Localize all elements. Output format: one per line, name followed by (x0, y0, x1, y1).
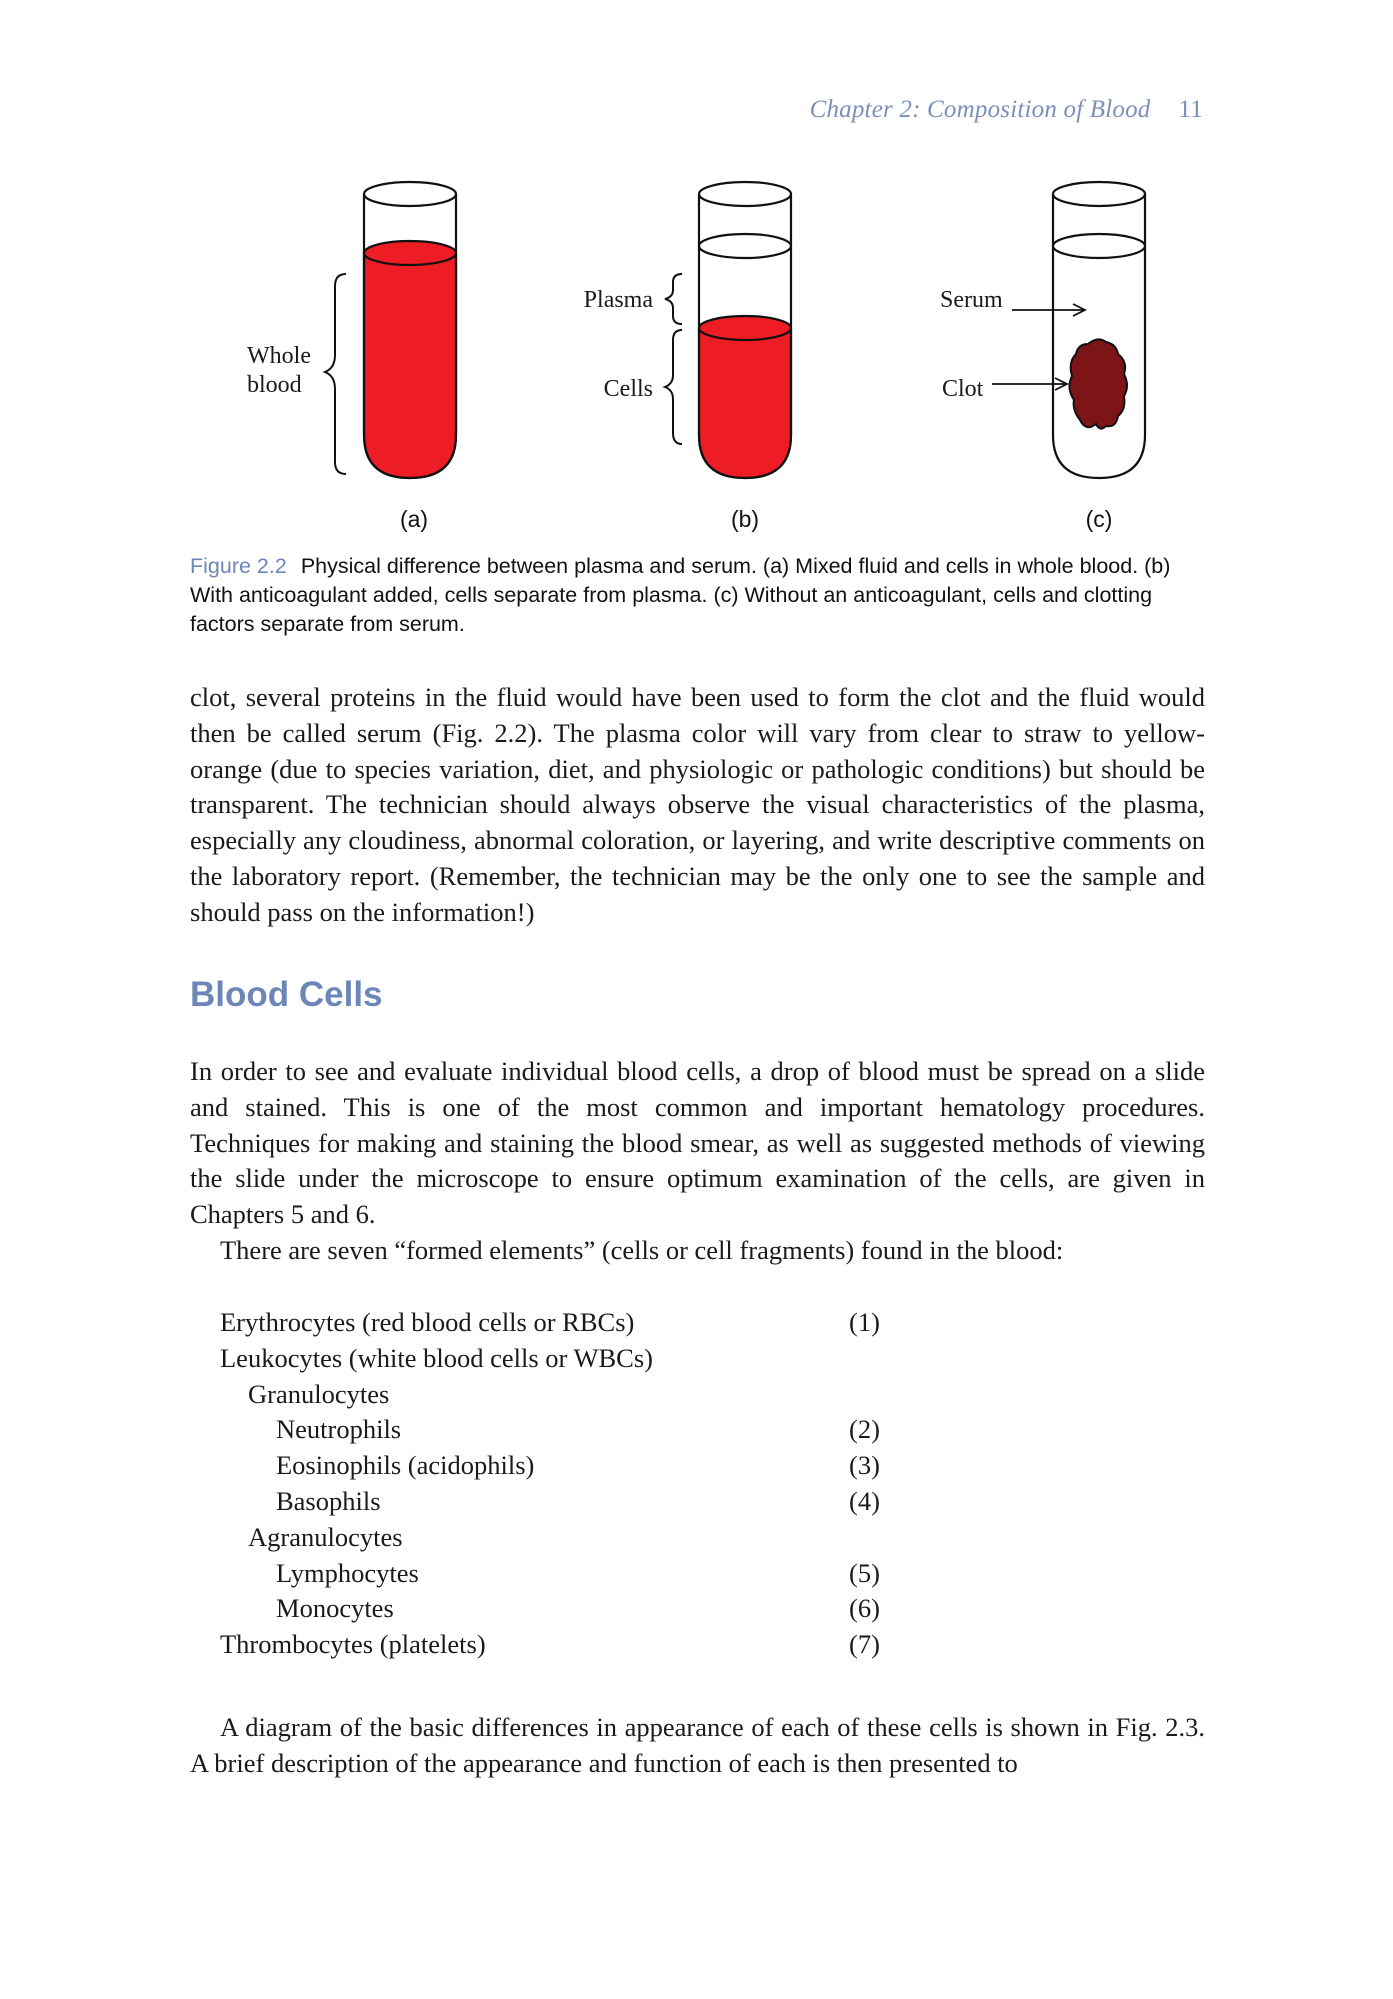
list-item-label: Lymphocytes (276, 1557, 419, 1588)
list-item (220, 1412, 920, 1448)
whole-blood-brace (325, 274, 346, 474)
list-item (220, 1305, 920, 1341)
list-item-label: Granulocytes (248, 1378, 390, 1409)
list-item-label: Leukocytes (white blood cells or WBCs) (220, 1342, 653, 1373)
figure-2-2 (0, 170, 1393, 550)
tube-c (1053, 182, 1145, 478)
list-item-label: Erythrocytes (red blood cells or RBCs) (220, 1307, 635, 1337)
formed-elements-list (220, 1305, 920, 1663)
plasma-brace (665, 274, 682, 324)
caption-text: Physical difference between plasma and serum. (a) Mixed fluid and cells in whole blood. (b) With anticoagulant added, cells separate from plasma. (c) Without an anticoagulant, cells and clotting factors separate from serum. (190, 554, 1171, 636)
label-blood: blood (247, 372, 302, 398)
label-clot: Clot (942, 376, 984, 402)
list-item-number: (7) (849, 1629, 880, 1660)
running-head (810, 96, 1203, 124)
list-item-label: Monocytes (276, 1593, 394, 1624)
list-item-label: Basophils (276, 1485, 381, 1516)
list-item-label: Thrombocytes (platelets) (220, 1629, 486, 1660)
list-item (220, 1377, 920, 1413)
panel-b-label: (b) (730, 506, 760, 532)
chapter-title: Chapter 2: Composition of Blood (809, 96, 1151, 123)
list-item-number: (1) (849, 1307, 880, 1337)
list-item (220, 1556, 920, 1592)
list-item-number: (4) (849, 1485, 880, 1516)
figure-number: Figure 2.2 (190, 554, 287, 578)
tube-a-rim (364, 182, 456, 206)
body-paragraph-3: There are seven “formed elements” (cells or cell fragments) found in the blood: (220, 1235, 1064, 1265)
figure-caption (190, 552, 1205, 639)
body-paragraph-1: clot, several proteins in the fluid would have been used to form the clot and the fluid would then be called serum (Fig. 2.2). The plasma color will vary from clear to straw to yellow-orange (due to species variation, diet, and physiologic or pathologic conditions) but should be transparent. The technician should always observe the visual characteristics of the plasma, especially any cloudiness, abnormal coloration, or layering, and write descriptive comments on the laboratory report. (Remember, the technician may be the only one to see the sample and should pass on the information!) (190, 682, 1205, 927)
tube-diagram (0, 170, 1393, 550)
label-serum: Serum (940, 287, 1003, 313)
tube-b (699, 182, 791, 478)
tube-c-serum-surface (1053, 234, 1145, 258)
tube-a-surface (364, 241, 456, 265)
list-item-label: Eosinophils (acidophils) (276, 1450, 535, 1481)
cells-brace (665, 330, 682, 444)
list-item-number: (5) (849, 1557, 880, 1588)
tube-b-plasma-surface (699, 234, 791, 258)
tube-b-rim (699, 182, 791, 206)
body-paragraph-4: A diagram of the basic differences in appearance of each of these cells is shown in Fig. 2.3. A brief description of the appearance and function of each is then presented to (190, 1712, 1205, 1778)
tube-b-cells (699, 328, 791, 478)
list-item (220, 1591, 920, 1627)
section-heading: Blood Cells (190, 975, 383, 1014)
list-item (220, 1484, 920, 1520)
label-cells: Cells (603, 376, 653, 402)
panel-a-label: (a) (399, 506, 429, 532)
list-item-number: (3) (849, 1450, 880, 1481)
tube-b-cells-surface (699, 316, 791, 340)
list-item (220, 1627, 920, 1663)
list-item-number: (6) (849, 1593, 880, 1624)
panel-c-label: (c) (1085, 506, 1113, 532)
list-item (220, 1341, 920, 1377)
list-item-number: (2) (849, 1414, 880, 1445)
serum-arrow (1012, 304, 1085, 316)
tube-c-rim (1053, 182, 1145, 206)
list-item-label: Neutrophils (276, 1414, 402, 1445)
body-paragraph-2: In order to see and evaluate individual blood cells, a drop of blood must be spread on a slide and stained. This is one of the most common and important hematology procedures. Techniques for making and staining the blood smear, as well as suggested methods of viewing the slide under the microscope to ensure optimum examination of the cells, are given in Chapters 5 and 6. (190, 1056, 1205, 1230)
list-item (220, 1520, 920, 1556)
clot (1069, 339, 1127, 428)
tube-a-blood (364, 253, 456, 478)
list-item (220, 1448, 920, 1484)
clot-arrow (992, 378, 1067, 390)
list-item-label: Agranulocytes (248, 1521, 403, 1552)
tube-a (364, 182, 456, 478)
label-whole: Whole (247, 343, 311, 369)
label-plasma: Plasma (583, 287, 653, 313)
page-number: 11 (1178, 96, 1203, 123)
